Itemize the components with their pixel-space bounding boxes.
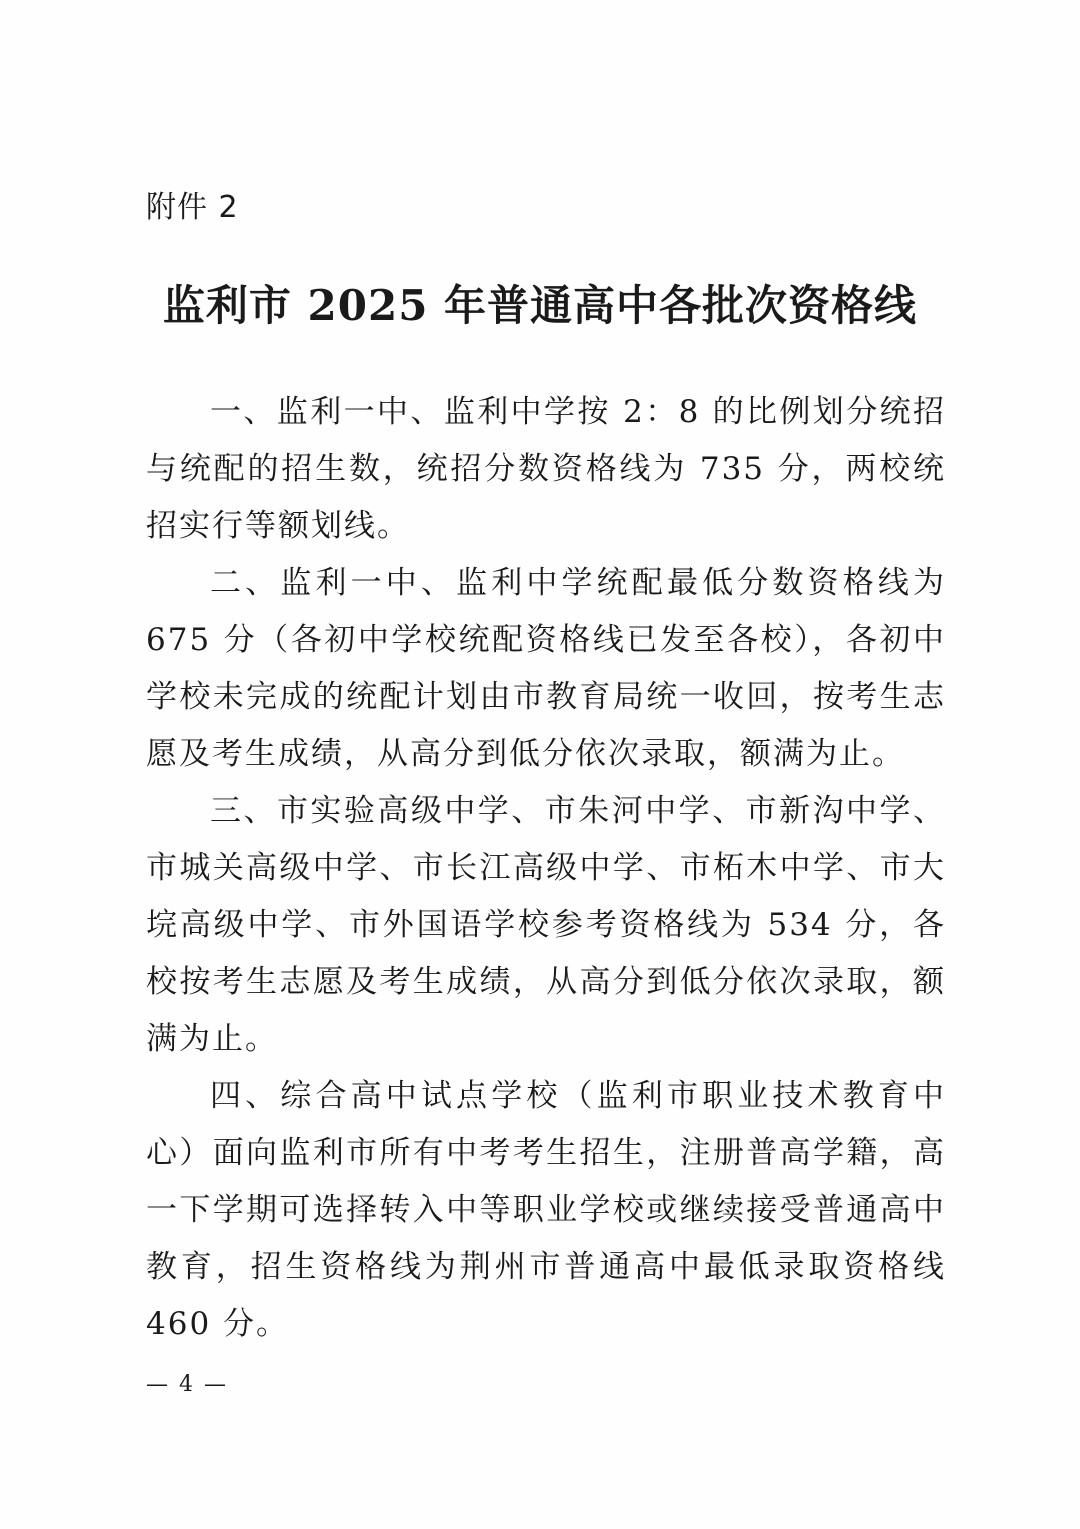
paragraph-1: 一、监利一中、监利中学按 2：8 的比例划分统招与统配的招生数，统招分数资格线为 735 分，两校统招实行等额划线。 — [146, 394, 946, 544]
document-title: 监利市 2025 年普通高中各批次资格线 — [162, 281, 918, 330]
attachment-label: 附件 2 — [146, 190, 239, 225]
paragraph-3: 三、市实验高级中学、市朱河中学、市新沟中学、市城关高级中学、市长江高级中学、市柘木中学、市大垸高级中学、市外国语学校参考资格线为 534 分，各校按考生志愿及考生成绩，从高分到低分依次录取，额满为止。 — [146, 793, 946, 1057]
paragraph-4: 四、综合高中试点学校（监利市职业技术教育中心）面向监利市所有中考考生招生，注册普高学籍，高一下学期可选择转入中等职业学校或继续接受普通高中教育，招生资格线为荆州市普通高中最低录取资格线 460 分。 — [146, 1078, 946, 1342]
document-body — [146, 384, 946, 1353]
page-number: — 4 — — [146, 1372, 228, 1397]
paragraph-2: 二、监利一中、监利中学统配最低分数资格线为 675 分（各初中学校统配资格线已发至各校），各初中学校未完成的统配计划由市教育局统一收回，按考生志愿及考生成绩，从高分到低分依次录取，额满为止。 — [146, 565, 946, 772]
